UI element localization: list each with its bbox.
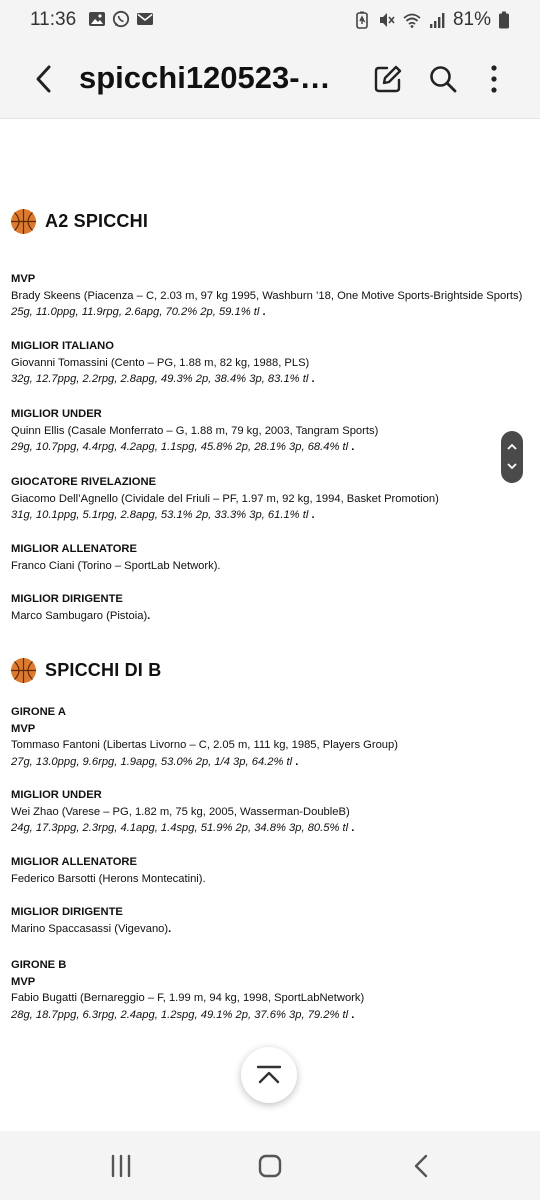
status-time: 11:36 bbox=[30, 9, 77, 30]
award-a2-rivelazione: GIOCATORE RIVELAZIONE Giacomo Dell’Agnello (Cividale del Friuli – PF, 1.97 m, 92 kg, 1994, Basket Promotion) 31g, 10.1ppg, 5.1rpg, 2.8apg, 53.1% 2p, 33.3% 3p, 61.1% tl . bbox=[11, 476, 439, 521]
gallery-icon bbox=[88, 10, 106, 28]
document-title: spicchi120523-… bbox=[79, 60, 331, 95]
battery-saver-icon bbox=[353, 11, 371, 29]
mute-icon bbox=[378, 11, 396, 29]
home-icon[interactable] bbox=[256, 1153, 284, 1179]
battery-percent: 81% bbox=[452, 9, 491, 30]
award-girone-a-dirigente: MIGLIOR DIRIGENTE Marino Spaccasassi (Vigevano). bbox=[11, 906, 172, 935]
battery-icon bbox=[498, 11, 510, 29]
email-icon bbox=[136, 10, 154, 28]
edit-icon[interactable] bbox=[373, 64, 403, 94]
section-b-header bbox=[10, 657, 161, 684]
more-icon[interactable] bbox=[483, 64, 505, 94]
document-view[interactable] bbox=[0, 119, 540, 1131]
award-a2-dirigente: MIGLIOR DIRIGENTE Marco Sambugaro (Pistoia). bbox=[11, 593, 151, 622]
section-title: SPICCHI DI B bbox=[45, 660, 162, 680]
scroll-top-icon bbox=[256, 1064, 282, 1086]
navigation-bar bbox=[0, 1131, 540, 1200]
chevron-up-icon bbox=[506, 441, 518, 453]
award-a2-under: MIGLIOR UNDER Quinn Ellis (Casale Monferrato – G, 1.88 m, 79 kg, 2003, Tangram Sports) 29g, 10.7ppg, 4.4rpg, 4.2apg, 1.1spg, 45.8% 2p, 28.1% 3p, 68.4% tl . bbox=[11, 408, 379, 453]
award-girone-b-mvp: GIRONE B MVP Fabio Bugatti (Bernareggio – F, 1.99 m, 94 kg, 1998, SportLabNetwork) 28g, 18.7ppg, 6.3rpg, 2.4apg, 1.2spg, 49.1% 2p, 37.6% 3p, 79.2% tl . bbox=[11, 959, 365, 1021]
award-girone-a-allenatore: MIGLIOR ALLENATORE Federico Barsotti (Herons Montecatini). bbox=[11, 856, 206, 885]
whatsapp-icon bbox=[112, 10, 130, 28]
award-a2-italiano: MIGLIOR ITALIANO Giovanni Tomassini (Cento – PG, 1.88 m, 82 kg, 1988, PLS) 32g, 12.7ppg, 2.2rpg, 2.8apg, 49.3% 2p, 38.4% 3p, 83.1% tl . bbox=[11, 340, 315, 385]
section-title: A2 SPICCHI bbox=[45, 211, 149, 231]
award-girone-a-mvp: GIRONE A MVP Tommaso Fantoni (Libertas Livorno – C, 2.05 m, 111 kg, 1985, Players Group) 27g, 13.0ppg, 9.6rpg, 1.9apg, 53.0% 2p, 1/4 3p, 64.2% tl . bbox=[11, 706, 398, 768]
search-icon[interactable] bbox=[428, 64, 458, 94]
back-nav-icon[interactable] bbox=[408, 1153, 436, 1179]
award-a2-allenatore: MIGLIOR ALLENATORE Franco Ciani (Torino – SportLab Network). bbox=[11, 543, 221, 572]
status-bar bbox=[0, 0, 540, 40]
back-icon[interactable] bbox=[30, 62, 58, 96]
fast-scroll-handle[interactable] bbox=[501, 431, 523, 483]
wifi-icon bbox=[403, 11, 421, 29]
scroll-to-top-button[interactable] bbox=[241, 1047, 297, 1103]
chevron-down-icon bbox=[506, 460, 518, 472]
recent-apps-icon[interactable] bbox=[107, 1153, 135, 1179]
award-a2-mvp: MVP Brady Skeens (Piacenza – C, 2.03 m, 97 kg 1995, Washburn ’18, One Motive Sports-Brightside Sports) 25g, 11.0ppg, 11.9rpg, 2.6apg, 70.2% 2p, 59.1% tl . bbox=[11, 273, 523, 318]
section-a2-header bbox=[10, 208, 148, 235]
app-bar bbox=[0, 40, 540, 119]
basketball-icon bbox=[10, 208, 37, 235]
signal-icon bbox=[428, 11, 446, 29]
basketball-icon bbox=[10, 657, 37, 684]
award-girone-a-under: MIGLIOR UNDER Wei Zhao (Varese – PG, 1.82 m, 75 kg, 2005, Wasserman-DoubleB) 24g, 17.3ppg, 2.3rpg, 4.1apg, 1.4spg, 51.9% 2p, 34.8% 3p, 80.5% tl . bbox=[11, 789, 355, 834]
